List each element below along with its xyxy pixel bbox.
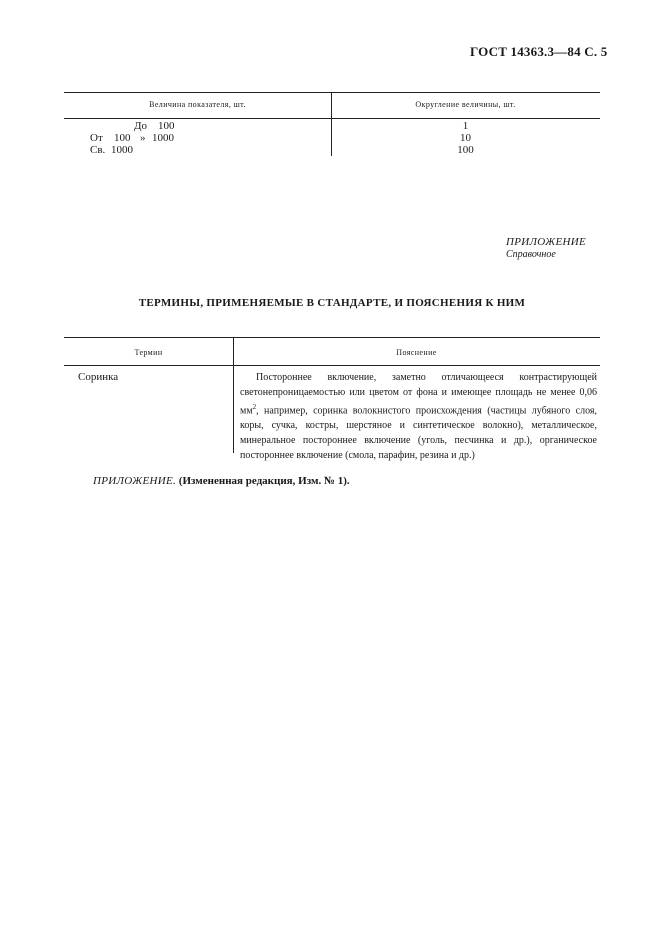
- row-separator: »: [140, 132, 146, 144]
- row-value: 10: [460, 132, 471, 144]
- column-header-term: Термин: [134, 348, 163, 357]
- row-value: 1: [462, 120, 469, 132]
- explanation-cell: [240, 370, 597, 463]
- column-header-value: Величина показателя, шт.: [149, 100, 246, 109]
- row-value: 100: [457, 144, 474, 156]
- amendment-label: ПРИЛОЖЕНИЕ.: [93, 475, 177, 487]
- row-prefix: От: [90, 132, 103, 144]
- appendix-title: ПРИЛОЖЕНИЕ: [506, 236, 586, 248]
- table-top-rule: [64, 92, 600, 93]
- column-header-explanation: Пояснение: [396, 348, 437, 357]
- table-header-rule: [64, 365, 600, 366]
- table-top-rule: [64, 337, 600, 338]
- document-code: ГОСТ 14363.3—84 С. 5: [470, 44, 608, 59]
- column-header-rounding: Округление величины, шт.: [415, 100, 516, 109]
- row-from: 100: [114, 132, 131, 144]
- explanation-superscript: 2: [252, 403, 257, 411]
- amendment-note: [93, 475, 350, 487]
- appendix-subtitle: Справочное: [506, 249, 556, 260]
- term-cell: Соринка: [78, 371, 119, 383]
- explanation-text-continued: , например, соринка волокнистого происхождения (частицы лубяного слоя, коры, сучка, костры, шерстяное и синтетическое волокно), металлическое, минеральное постороннее включение (уголь, песчинка и др.), органическое постороннее включение (смола, парафин, резина и др.): [240, 405, 597, 462]
- row-to: 1000: [152, 132, 174, 144]
- section-title: ТЕРМИНЫ, ПРИМЕНЯЕМЫЕ В СТАНДАРТЕ, И ПОЯСНЕНИЯ К НИМ: [138, 297, 526, 309]
- row-prefix: Св.: [90, 144, 106, 156]
- amendment-text: (Измененная редакция, Изм. № 1).: [178, 475, 350, 487]
- row-prefix: До: [134, 120, 148, 132]
- table-header-rule: [64, 118, 600, 119]
- explanation-text: Постороннее включение, заметно отличающееся контрастирующей светонепроницаемостью или цветом от фона и имеющее площадь не менее 0,06 мм: [240, 372, 597, 417]
- row-from: 100: [158, 120, 175, 132]
- row-from: 1000: [111, 144, 133, 156]
